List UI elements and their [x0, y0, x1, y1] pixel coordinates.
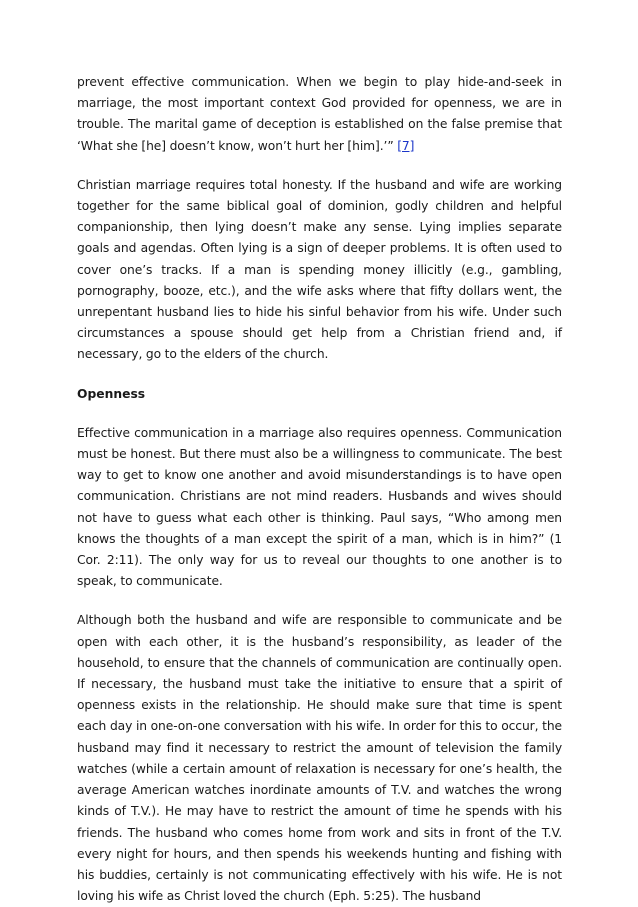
- document-body: [77, 72, 562, 907]
- paragraph-openness: Effective communication in a marriage also requires openness. Communication must be honest. But there must also be a willingness to communicate. The best way to get to know one another and avoid misunderstandings is to have open communication. Christians are not mind readers. Husbands and wives should not have to guess what each other is thinking. Paul says, “Who among men knows the thoughts of a man except the spirit of a man, which is in him?” (1 Cor. 2:11). The only way for us to reveal our thoughts to one another is to speak, to communicate.: [77, 425, 562, 589]
- paragraph-husband-responsibility: Although both the husband and wife are responsible to communicate and be open with each other, it is the husband’s responsibility, as leader of the household, to ensure that the channels of communication are continually open. If necessary, the husband must take the initiative to ensure that a spirit of openness exists in the relationship. He should make sure that time is spent each day in one-on-one conversation with his wife. In order for this to occur, the husband may find it necessary to restrict the amount of television the family watches (while a certain amount of relaxation is necessary for one’s health, the average American watches inordinate amounts of T.V. and watches the wrong kinds of T.V.). He may have to restrict the amount of time he spends with his friends. The husband who comes home from work and sits in front of the T.V. every night for hours, and then spends his weekends hunting and fishing with his buddies, certainly is not communicating effectively with his wife. He is not loving his wife as Christ loved the church (Eph. 5:25). The husband: [77, 613, 562, 904]
- paragraph-honesty: Christian marriage requires total honesty. If the husband and wife are working together for the same biblical goal of dominion, godly children and helpful companionship, then lying doesn’t make any sense. Lying implies separate goals and agendas. Often lying is a sign of deeper problems. It is often used to cover one’s tracks. If a man is spending money illicitly (e.g., gambling, pornography, booze, etc.), and the wife asks where that fifty dollars went, the unrepentant husband lies to hide his sinful behavior from his wife. Under such circumstances a spouse should get help from a Christian friend and, if necessary, go to the elders of the church.: [77, 177, 562, 362]
- paragraph-spacer: [77, 366, 562, 384]
- paragraph-spacer: [77, 592, 562, 610]
- paragraph-deception: [77, 72, 562, 157]
- footnote-link[interactable]: [7]: [397, 138, 415, 153]
- paragraph-text: prevent effective communication. When we begin to play hide-and-seek in marriage, the most important context God provided for openness, we are in trouble. The marital game of deception is established on the false premise that ‘What she [he] doesn’t know, won’t hurt her [him].’”: [77, 75, 562, 153]
- section-heading: Openness: [77, 386, 146, 401]
- paragraph-spacer: [77, 157, 562, 175]
- paragraph-spacer: [77, 405, 562, 423]
